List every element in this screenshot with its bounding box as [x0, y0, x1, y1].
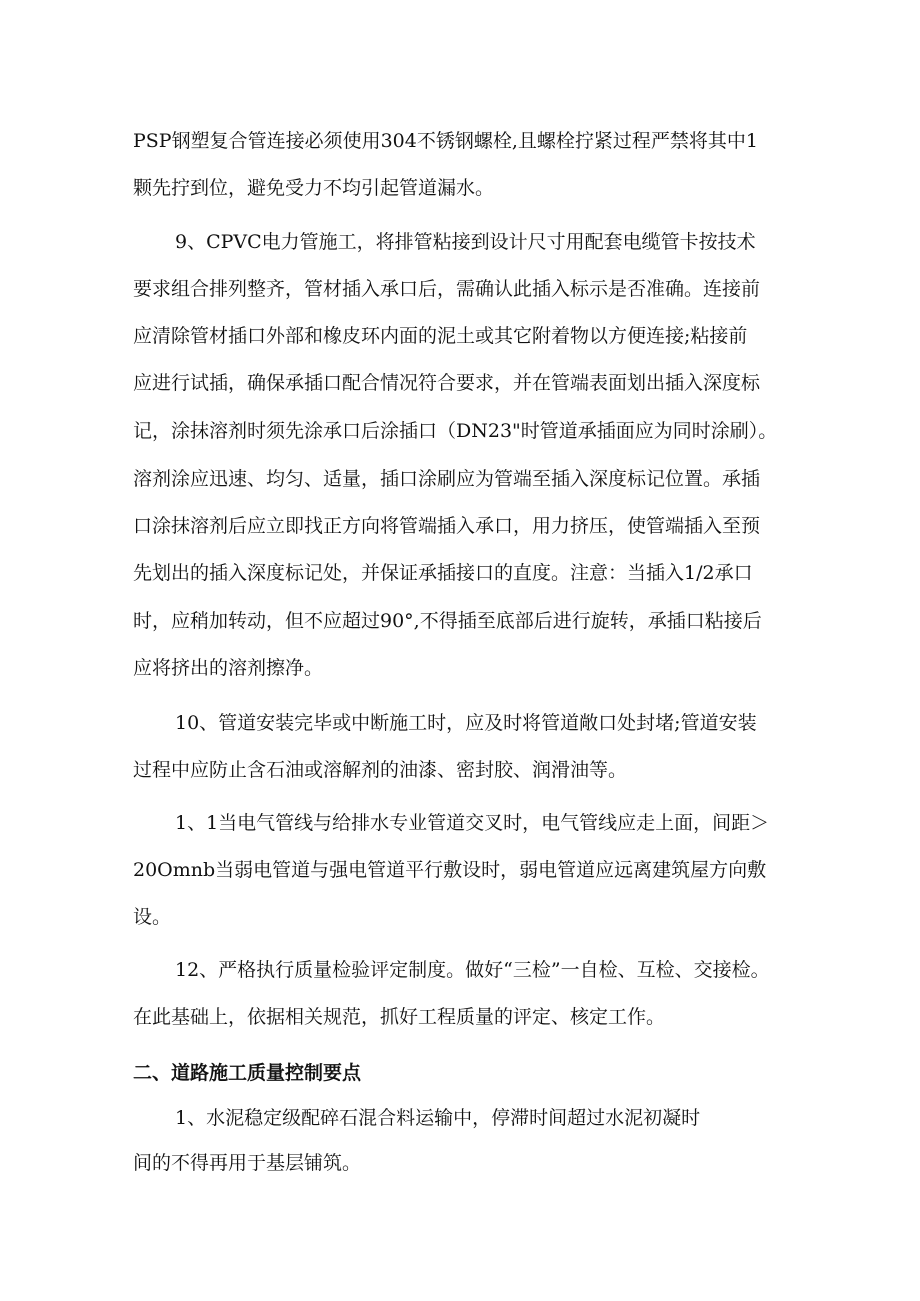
- text-line: 要求组合排列整齐，管材插入承口后，需确认此插入标示是否准确。连接前: [133, 278, 761, 300]
- text-line: 过程中应防止含石油或溶解剂的油漆、密封胶、润滑油等。: [133, 759, 628, 781]
- text-line: PSP钢塑复合管连接必须使用304不锈钢螺栓,且螺栓拧紧过程严禁将其中1: [133, 130, 758, 152]
- text-line: 记，涂抹溶剂时须先涂承口后涂插口（DN23"时管道承插面应为同时涂刷）。: [133, 420, 778, 442]
- text-line: 口涂抹溶剂后应立即找正方向将管端插入承口，用力挤压，使管端插入至预: [133, 515, 761, 537]
- text-line: 应进行试插，确保承插口配合情况符合要求，并在管端表面划出插入深度标: [133, 372, 761, 394]
- text-line: 10、管道安装完毕或中断施工时，应及时将管道敞口处封堵;管道安装: [175, 712, 757, 734]
- text-line: 12、严格执行质量检验评定制度。做好“三检”一自检、互检、交接检。: [175, 959, 770, 981]
- text-line: 先划出的插入深度标记处，并保证承插接口的直度。注意：当插入1/2承口: [133, 562, 753, 584]
- text-line: 应将挤出的溶剂擦净。: [133, 657, 324, 679]
- text-line: 应清除管材插口外部和橡皮环内面的泥土或其它附着物以方便连接;粘接前: [133, 325, 748, 347]
- text-line: 在此基础上，依据相关规范，抓好工程质量的评定、核定工作。: [133, 1006, 666, 1028]
- text-line: 1、水泥稳定级配碎石混合料运输中，停滞时间超过水泥初凝时: [175, 1107, 701, 1129]
- text-line: 颗先拧到位，避免受力不均引起管道漏水。: [133, 177, 495, 199]
- text-line: 20Omnb当弱电管道与强电管道平行敷设时，弱电管道应远离建筑屋方向敷: [133, 859, 767, 881]
- text-line: 溶剂涂应迅速、均匀、适量，插口涂刷应为管端至插入深度标记位置。承插: [133, 468, 761, 490]
- text-line: 间的不得再用于基层铺筑。: [133, 1152, 362, 1174]
- text-line: 时，应稍加转动，但不应超过90°,不得插至底部后进行旋转，承插口粘接后: [133, 610, 762, 632]
- text-line: 9、CPVC电力管施工，将排管粘接到设计尺寸用配套电缆管卡按技术: [175, 231, 756, 253]
- text-line: 设。: [133, 906, 172, 928]
- text-line: 1、1当电气管线与给排水专业管道交叉时，电气管线应走上面，间距＞: [175, 812, 770, 834]
- section-heading: 二、道路施工质量控制要点: [133, 1062, 362, 1084]
